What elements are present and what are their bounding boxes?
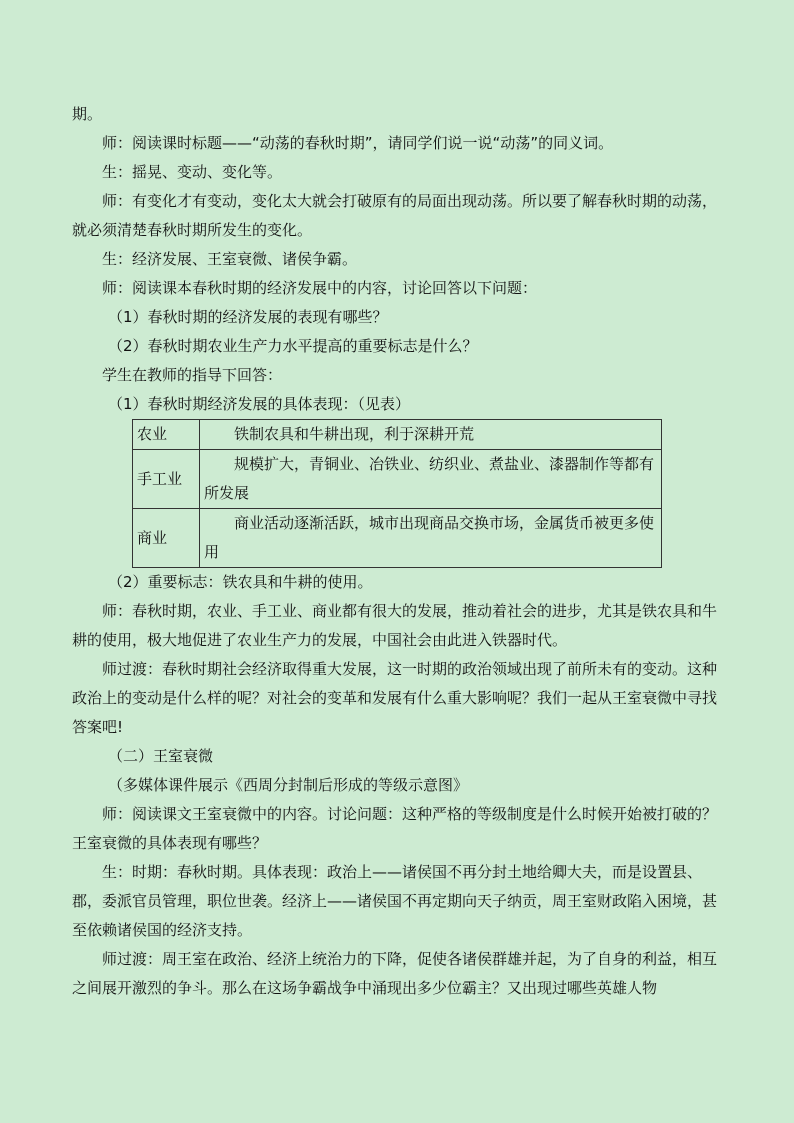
student-answer-intro: 学生在教师的指导下回答： <box>102 366 283 384</box>
table-cell-category: 农业 <box>133 420 200 450</box>
student-line-3: 生：时期：春秋时期。具体表现：政治上——诸侯国不再分封土地给卿大夫，而是设置县、郡，委派官员管理，职位世袭。经济上——诸侯国不再定期向天子纳贡，周王室财政陷入困境，甚至依赖诸侯国的经济支持。 <box>72 863 718 939</box>
teacher-line-4: 师：春秋时期，农业、手工业、商业都有很大的发展，推动着社会的进步，尤其是铁农具和牛耕的使用，极大地促进了农业生产力的发展，中国社会由此进入铁器时代。 <box>72 602 718 649</box>
teacher-line-3: 师：阅读课本春秋时期的经济发展中的内容，讨论回答以下问题： <box>102 279 538 297</box>
table-row <box>133 420 662 450</box>
teacher-line-2: 师：有变化才有变动，变化太大就会打破原有的局面出现动荡。所以要了解春秋时期的动荡，就必须清楚春秋时期所发生的变化。 <box>72 192 718 239</box>
table-cell-description: 规模扩大，青铜业、冶铁业、纺织业、煮盐业、漆器制作等都有所发展 <box>200 450 662 509</box>
student-line-1: 生：摇晃、变动、变化等。 <box>102 163 283 181</box>
question-2: （2）春秋时期农业生产力水平提高的重要标志是什么？ <box>108 337 478 355</box>
table-cell-description: 商业活动逐渐活跃，城市出现商品交换市场，金属货币被更多使用 <box>200 509 662 568</box>
teacher-line-1: 师：阅读课时标题——“动荡的春秋时期”，请同学们说一说“动荡”的同义词。 <box>102 134 614 152</box>
teacher-transition-1: 师过渡：春秋时期社会经济取得重大发展，这一时期的政治领域出现了前所未有的变动。这种政治上的变动是什么样的呢？对社会的变革和发展有什么重大影响呢？我们一起从王室衰微中寻找答案吧! <box>72 660 718 736</box>
table-row <box>133 509 662 568</box>
paragraph-continuation: 期。 <box>72 105 103 123</box>
table-cell-category: 手工业 <box>133 450 200 509</box>
economic-development-table <box>132 419 662 568</box>
teacher-transition-2: 师过渡：周王室在政治、经济上统治力的下降，促使各诸侯群雄并起，为了自身的利益，相互之间展开激烈的争斗。那么在这场争霸战争中涌现出多少位霸主？又出现过哪些英雄人物 <box>72 950 718 997</box>
lesson-text <box>72 100 722 1003</box>
student-line-2: 生：经济发展、王室衰微、诸侯争霸。 <box>102 250 358 268</box>
teacher-line-5: 师：阅读课文王室衰微中的内容。讨论问题：这种严格的等级制度是什么时候开始被打破的？王室衰微的具体表现有哪些？ <box>72 805 718 852</box>
question-1: （1）春秋时期的经济发展的表现有哪些？ <box>108 308 388 326</box>
table-cell-category: 商业 <box>133 509 200 568</box>
table-cell-description: 铁制农具和牛耕出现，利于深耕开荒 <box>200 420 662 450</box>
table-row <box>133 450 662 509</box>
multimedia-note: （多媒体课件展示《西周分封制后形成的等级示意图》 <box>108 776 469 794</box>
answer-2: （2）重要标志：铁农具和牛耕的使用。 <box>108 573 373 591</box>
answer-1-heading: （1）春秋时期经济发展的具体表现：（见表） <box>108 395 411 413</box>
section-heading: （二）王室衰微 <box>108 747 214 765</box>
